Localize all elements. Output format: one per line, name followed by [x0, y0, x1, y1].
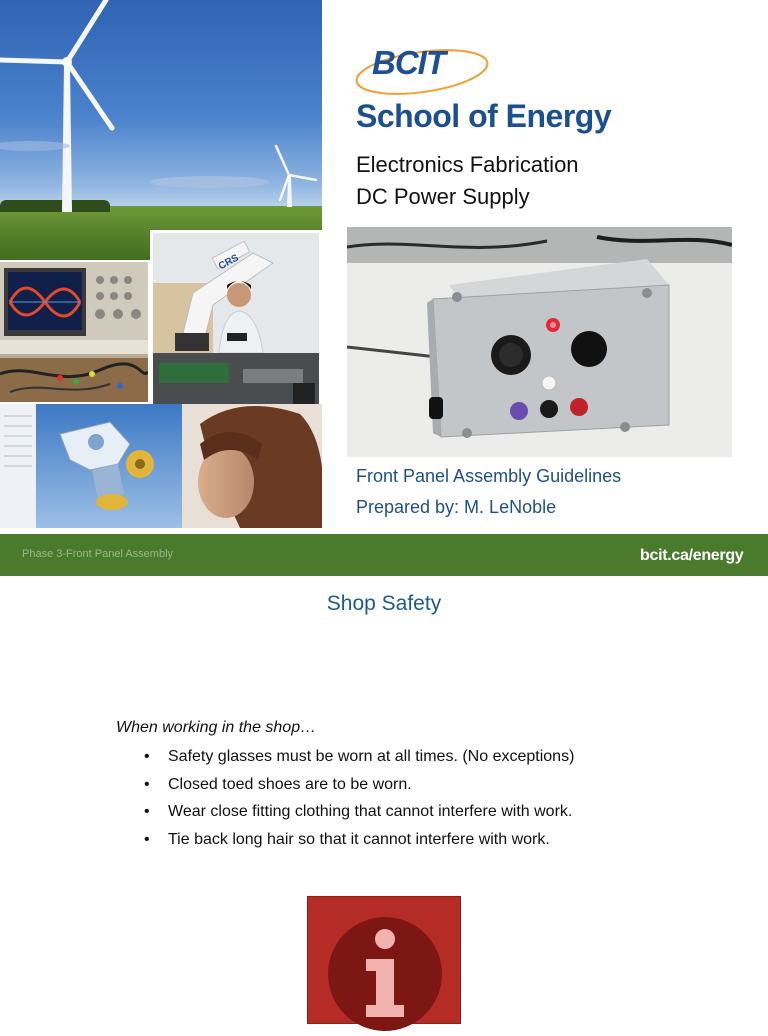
power-supply-illustration	[347, 227, 732, 457]
wind-turbine-illustration	[0, 0, 322, 260]
rule-text: Tie back long hair so that it cannot interfere with work.	[168, 830, 550, 848]
prepared-by: Prepared by: M. LeNoble	[356, 497, 557, 517]
list-item: • Wear close fitting clothing that cannot interfere with work.	[144, 803, 573, 820]
subtitle-line-1: Electronics Fabrication	[356, 152, 579, 177]
school-title: School of Energy	[356, 98, 612, 134]
rule-text: Closed toed shoes are to be worn.	[168, 775, 412, 793]
info-panel	[307, 896, 461, 1024]
guidelines-title: Front Panel Assembly Guidelines	[356, 466, 622, 486]
shop-safety-heading: Shop Safety	[326, 592, 442, 615]
safety-intro: When working in the shop…	[116, 719, 317, 736]
list-item: • Safety glasses must be worn at all times. (No exceptions)	[144, 748, 575, 765]
subtitle-line-2: DC Power Supply	[356, 184, 530, 209]
list-item: • Closed toed shoes are to be worn.	[144, 775, 412, 793]
robot-arm-photo	[150, 230, 322, 418]
footer-website: bcit.ca/energy	[640, 547, 744, 564]
bcit-logo-text: BCIT	[372, 44, 445, 81]
wind-turbine-photo	[0, 0, 322, 260]
list-item: • Tie back long hair so that it cannot interfere with work.	[144, 830, 550, 848]
cad-design-illustration	[0, 404, 322, 528]
oscilloscope-illustration	[0, 262, 148, 402]
rule-text: Wear close fitting clothing that cannot interfere with work.	[168, 803, 573, 820]
info-icon	[328, 917, 442, 1031]
robot-arm-illustration	[153, 233, 319, 415]
power-supply-photo	[347, 227, 732, 457]
rule-text: Safety glasses must be worn at all times. (No exceptions)	[168, 748, 575, 765]
cad-design-photo	[0, 404, 322, 528]
robot-brand-label: CRS	[216, 252, 241, 273]
footer-phase-label: Phase 3-Front Panel Assembly	[22, 548, 174, 560]
oscilloscope-photo	[0, 262, 148, 402]
safety-rules-list	[140, 746, 574, 856]
